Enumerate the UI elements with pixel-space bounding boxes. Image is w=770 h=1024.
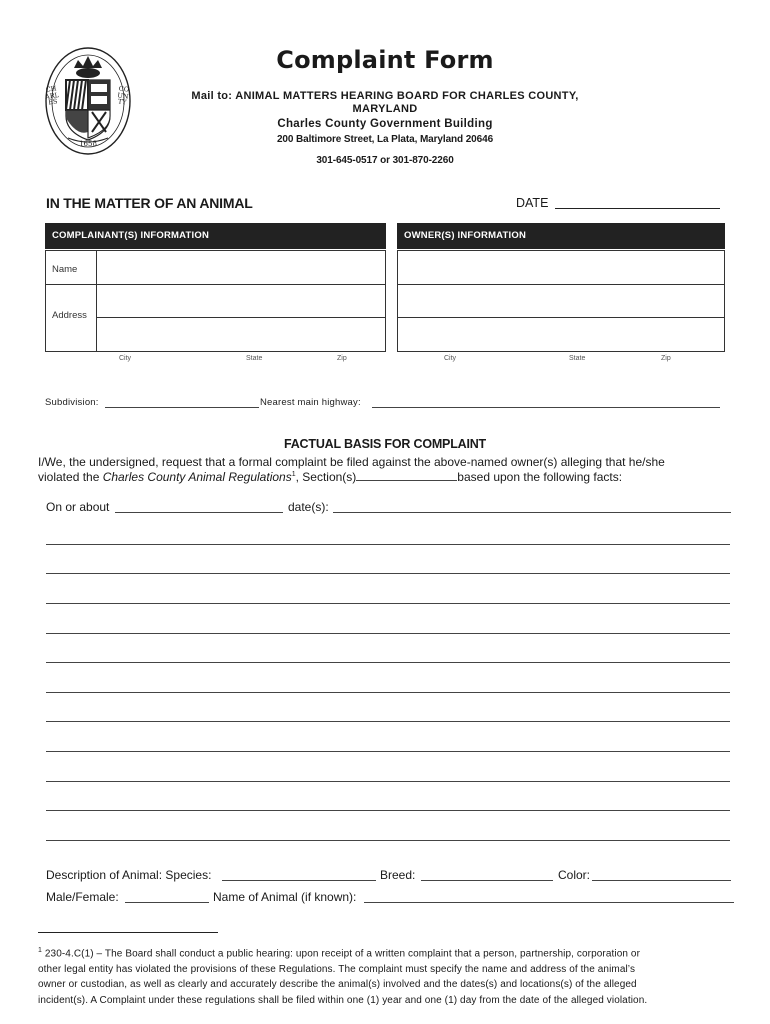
regulations-name: Charles County Animal Regulations [102,470,292,484]
date-label: DATE [516,196,549,210]
seal-text-right: COUNTY [116,84,130,107]
seal-text-left: CHARLES [44,84,60,107]
owner-zip-label: Zip [661,355,671,362]
page-title: Complaint Form [276,46,494,74]
footnote [38,943,738,1008]
breed-label: Breed: [380,868,416,882]
footnote-rule [38,932,218,933]
intro-line-1: I/We, the undersigned, request that a formal complaint be filed against the above-named owner(s) alleging that he/she [38,455,665,469]
footnote-ref: 1 [291,471,296,478]
phone-numbers: 301-645-0517 or 301-870-2260 [316,155,454,166]
facts-line[interactable] [46,781,730,782]
intro-line-2 [38,470,738,484]
footnote-line-3: owner or custodian, as well as clearly and accurately describe the animal(s) involved and the dates(s) and locations(s) of the alleged [38,979,637,991]
subdivision-label: Subdivision: [45,397,99,408]
complainant-header: COMPLAINANT(S) INFORMATION [45,223,386,249]
subdivision-field[interactable] [105,407,259,408]
facts-line[interactable] [46,751,730,752]
breed-field[interactable] [421,880,553,881]
facts-line[interactable] [46,840,730,841]
sex-label: Male/Female: [46,890,119,904]
complainant-city-label: City [119,355,132,362]
facts-line[interactable] [46,692,730,693]
county-seal [44,46,132,156]
color-label: Color: [558,868,591,882]
intro-end: based upon the following facts: [457,470,623,484]
on-about-field[interactable] [115,512,283,513]
sex-field[interactable] [125,902,209,903]
owner-city-state-zip-input[interactable] [400,319,722,349]
mail-to [170,90,600,116]
intro-pre: violated the [38,470,103,484]
animal-name-label: Name of Animal (if known): [213,890,357,904]
footnote-mark: 1 [38,947,42,954]
complainant-city-state-zip-input[interactable] [98,319,382,349]
mail-to-line-2: MARYLAND [352,103,418,115]
dates-field[interactable] [333,512,731,513]
footnote-line-2: other legal entity has violated the provisions of these Regulations. The complaint must specify the name and address of the animal’s [38,963,636,975]
intro-post: , Section(s) [295,470,357,484]
complainant-address-input[interactable] [98,286,382,315]
highway-label: Nearest main highway: [260,397,361,408]
on-about-label: On or about [46,500,110,514]
complainant-state-label: State [246,355,263,362]
complainant-grid [45,250,386,352]
owner-section [397,223,725,249]
species-label: Description of Animal: Species: [46,868,212,882]
facts-line[interactable] [46,633,730,634]
facts-line[interactable] [46,544,730,545]
owner-city-label: City [444,355,457,362]
footnote-line-1: $^1$ 230-4.C(1) – The Board shall conduct a public hearing: upon receipt of a written complaint that a person, partnership, corporation or [38,947,640,960]
facts-line[interactable] [46,603,730,604]
owner-state-label: State [569,355,586,362]
building-name: Charles County Government Building [277,118,493,130]
owner-name-input[interactable] [400,253,722,282]
address-label: Address [52,310,87,321]
facts-line[interactable] [46,662,730,663]
facts-line[interactable] [46,721,730,722]
complainant-section [45,223,386,249]
dates-label: date(s): [288,500,329,514]
facts-line[interactable] [46,810,730,811]
matter-heading: IN THE MATTER OF AN ANIMAL [46,195,253,211]
street-address: 200 Baltimore Street, La Plata, Maryland 20646 [276,134,494,145]
animal-name-field[interactable] [364,902,734,903]
date-field[interactable] [555,208,720,209]
species-field[interactable] [222,880,376,881]
complainant-name-input[interactable] [98,253,382,282]
mail-to-line-1: Mail to: ANIMAL MATTERS HEARING BOARD FOR CHARLES COUNTY, [191,90,579,102]
highway-field[interactable] [372,407,720,408]
sections-field[interactable] [356,470,457,481]
owner-header: OWNER(S) INFORMATION [397,223,725,249]
owner-grid [397,250,725,352]
color-field[interactable] [592,880,731,881]
facts-line[interactable] [46,573,730,574]
owner-address-input[interactable] [400,286,722,315]
name-label: Name [52,264,78,275]
complainant-zip-label: Zip [337,355,347,362]
footnote-line-4: incident(s). A Complaint under these regulations shall be filed within one (1) year and one (1) day from the date of the alleged violation. [38,994,648,1006]
seal-year: 1658 [79,140,97,148]
factual-basis-heading: FACTUAL BASIS FOR COMPLAINT [283,437,486,451]
